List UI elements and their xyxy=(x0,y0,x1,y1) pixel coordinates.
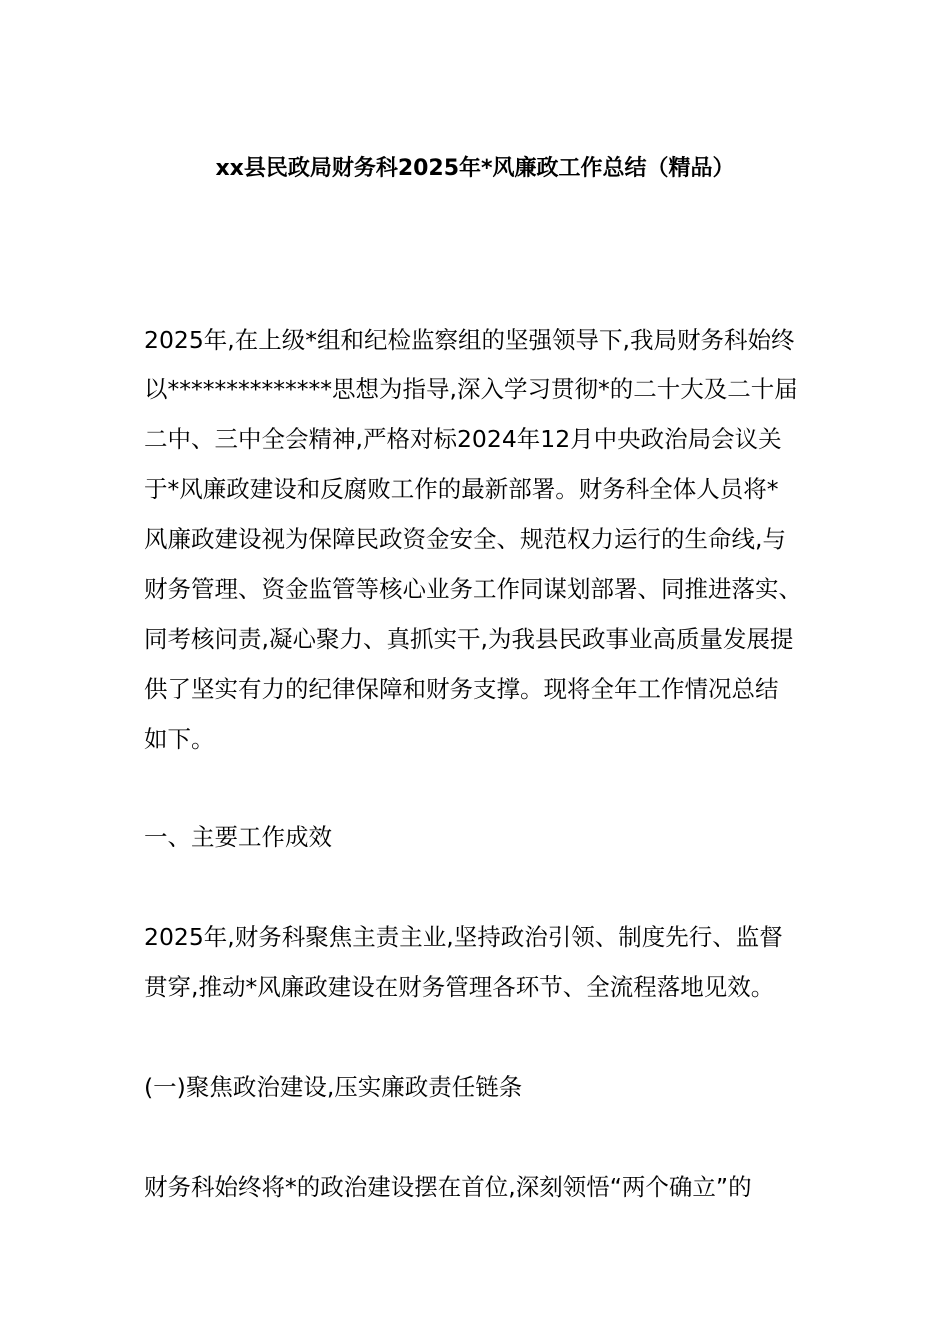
paragraph-line: 同考核问责,凝心聚力、真抓实干,为我县民政事业高质量发展提 xyxy=(144,625,794,653)
subsection-heading: (一)聚焦政治建设,压实廉政责任链条 xyxy=(144,1073,523,1101)
paragraph-line: 以**************思想为指导,深入学习贯彻*的二十大及二十届 xyxy=(144,375,798,403)
paragraph-line: 二中、三中全会精神,严格对标2024年12月中央政治局会议关 xyxy=(144,425,782,453)
paragraph-line: 风廉政建设视为保障民政资金安全、规范权力运行的生命线,与 xyxy=(144,525,786,553)
paragraph-line: 2025年,在上级*组和纪检监察组的坚强领导下,我局财务科始终 xyxy=(144,326,795,354)
paragraph-line: 于*风廉政建设和反腐败工作的最新部署。财务科全体人员将* xyxy=(144,475,779,503)
paragraph-line: 贯穿,推动*风廉政建设在财务管理各环节、全流程落地见效。 xyxy=(144,973,775,1001)
paragraph-line: 如下。 xyxy=(144,725,215,753)
document-title: xx县民政局财务科2025年*风廉政工作总结（精品） xyxy=(215,156,735,181)
paragraph-line: 2025年,财务科聚焦主责主业,坚持政治引领、制度先行、监督 xyxy=(144,923,783,951)
paragraph-line: 供了坚实有力的纪律保障和财务支撑。现将全年工作情况总结 xyxy=(144,675,779,703)
paragraph-line: 财务管理、资金监管等核心业务工作同谋划部署、同推进落实、 xyxy=(144,575,802,603)
section-heading: 一、主要工作成效 xyxy=(144,823,332,851)
paragraph-line: 财务科始终将*的政治建设摆在首位,深刻领悟“两个确立”的 xyxy=(144,1173,752,1201)
